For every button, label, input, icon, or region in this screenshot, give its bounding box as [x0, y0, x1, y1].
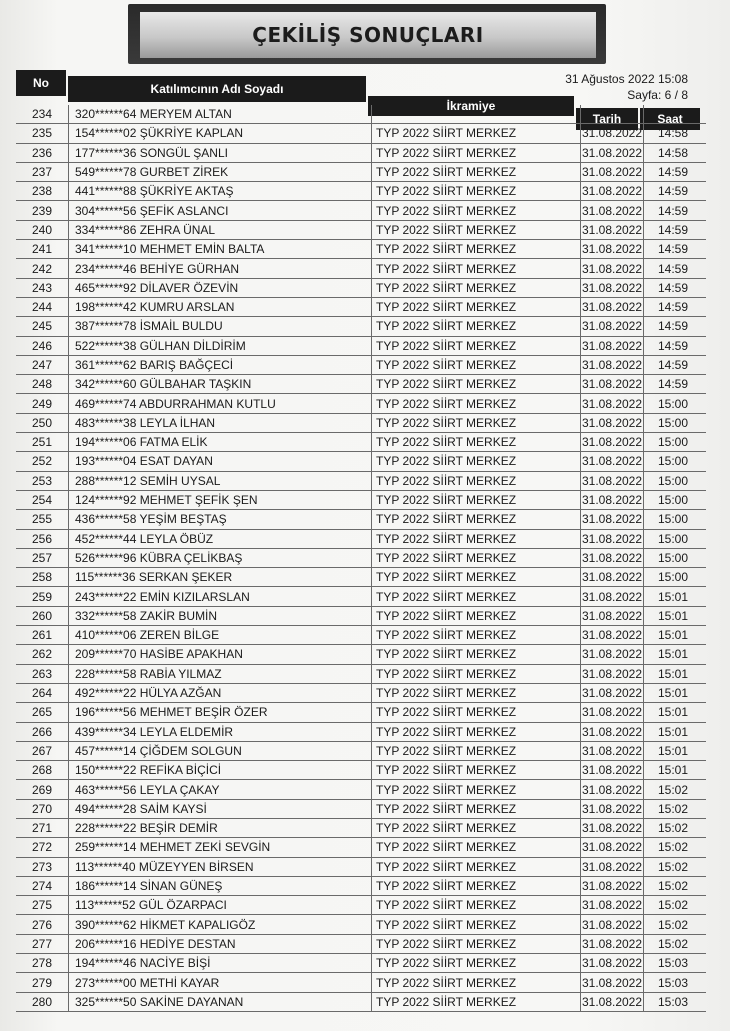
draw-date: 31.08.2022 [581, 626, 644, 644]
row-number: 275 [16, 896, 69, 914]
row-number: 276 [16, 915, 69, 933]
draw-date [581, 105, 644, 123]
table-row [16, 742, 706, 761]
draw-date: 31.08.2022 [581, 279, 644, 297]
draw-time: 15:00 [657, 550, 689, 565]
draw-date: 31.08.2022 [581, 742, 644, 760]
draw-date: 31.08.2022 [581, 394, 644, 412]
table-row [16, 723, 706, 742]
draw-date: 31.08.2022 [581, 723, 644, 741]
prize-name: TYP 2022 SİİRT MERKEZ [372, 665, 581, 683]
table-row [16, 858, 706, 877]
prize-name: TYP 2022 SİİRT MERKEZ [372, 935, 581, 953]
prize-name: TYP 2022 SİİRT MERKEZ [372, 780, 581, 798]
participant-name: 194******06 FATMA ELİK [69, 433, 372, 451]
draw-date: 31.08.2022 [581, 356, 644, 374]
participant-name: 526******96 KÜBRA ÇELİKBAŞ [69, 549, 372, 567]
participant-name: 177******36 SONGÜL ŞANLI [69, 144, 372, 162]
row-number: 266 [16, 723, 69, 741]
draw-date: 31.08.2022 [581, 414, 644, 432]
prize-name: TYP 2022 SİİRT MERKEZ [372, 221, 581, 239]
draw-date: 31.08.2022 [581, 472, 644, 490]
draw-time: 15:02 [657, 821, 689, 836]
draw-date: 31.08.2022 [581, 607, 644, 625]
draw-time: 15:01 [657, 705, 689, 720]
draw-time: 15:00 [657, 396, 689, 411]
row-number: 241 [16, 240, 69, 258]
prize-name: TYP 2022 SİİRT MERKEZ [372, 800, 581, 818]
participant-name: 387******78 İSMAİL BULDU [69, 317, 372, 335]
draw-date: 31.08.2022 [581, 433, 644, 451]
participant-name: 342******60 GÜLBAHAR TAŞKIN [69, 375, 372, 393]
draw-time: 15:01 [657, 743, 689, 758]
draw-date: 31.08.2022 [581, 240, 644, 258]
draw-time: 14:59 [657, 358, 689, 372]
table-row [16, 240, 706, 259]
participant-name: 198******42 KUMRU ARSLAN [69, 298, 372, 316]
prize-name: TYP 2022 SİİRT MERKEZ [372, 240, 581, 258]
prize-name: TYP 2022 SİİRT MERKEZ [372, 973, 581, 991]
table-row [16, 452, 706, 471]
participant-name: 228******58 RABİA YILMAZ [69, 665, 372, 683]
row-number: 255 [16, 510, 69, 528]
participant-name: 549******78 GURBET ZİREK [69, 163, 372, 181]
row-number: 267 [16, 742, 69, 760]
draw-date: 31.08.2022 [581, 858, 644, 876]
prize-name: TYP 2022 SİİRT MERKEZ [372, 530, 581, 548]
participant-name: 465******92 DİLAVER ÖZEVİN [69, 279, 372, 297]
row-number: 249 [16, 394, 69, 412]
draw-time: 15:02 [657, 879, 689, 894]
participant-name: 194******46 NACİYE BİŞİ [69, 954, 372, 972]
row-number: 256 [16, 530, 69, 548]
row-number: 260 [16, 607, 69, 625]
prize-name: TYP 2022 SİİRT MERKEZ [372, 298, 581, 316]
draw-time: 15:02 [657, 801, 689, 816]
participant-name: 209******70 HASİBE APAKHAN [69, 645, 372, 663]
participant-name: 113******52 GÜL ÖZARPACI [69, 896, 372, 914]
draw-time: 15:01 [657, 628, 689, 643]
participant-name: 341******10 MEHMET EMİN BALTA [69, 240, 372, 258]
participant-name: 193******04 ESAT DAYAN [69, 452, 372, 470]
row-number: 251 [16, 433, 69, 451]
table-row [16, 703, 706, 722]
row-number: 240 [16, 221, 69, 239]
row-number: 236 [16, 144, 69, 162]
draw-date: 31.08.2022 [581, 993, 644, 1011]
table-row [16, 935, 706, 954]
table-row [16, 665, 706, 684]
row-number: 257 [16, 549, 69, 567]
draw-date: 31.08.2022 [581, 337, 644, 355]
participant-name: 304******56 ŞEFİK ASLANCI [69, 201, 372, 219]
draw-date: 31.08.2022 [581, 124, 644, 142]
draw-date: 31.08.2022 [581, 530, 644, 548]
table-row [16, 394, 706, 413]
draw-date: 31.08.2022 [581, 317, 644, 335]
prize-name: TYP 2022 SİİRT MERKEZ [372, 144, 581, 162]
table-row [16, 472, 706, 491]
row-number: 242 [16, 259, 69, 277]
draw-time: 14:59 [657, 319, 689, 334]
row-number: 252 [16, 452, 69, 470]
prize-name: TYP 2022 SİİRT MERKEZ [372, 279, 581, 297]
draw-time: 14:59 [657, 261, 689, 276]
table-row [16, 201, 706, 220]
participant-name: 325******50 SAKİNE DAYANAN [69, 993, 372, 1011]
participant-name: 234******46 BEHİYE GÜRHAN [69, 259, 372, 277]
table-row [16, 549, 706, 568]
draw-time: 14:59 [657, 165, 689, 180]
draw-date: 31.08.2022 [581, 163, 644, 181]
participant-name: 320******64 MERYEM ALTAN [69, 105, 372, 123]
title-plate [140, 12, 596, 58]
draw-date: 31.08.2022 [581, 761, 644, 779]
table-row [16, 105, 706, 124]
table-row [16, 568, 706, 587]
row-number: 259 [16, 587, 69, 605]
row-number: 258 [16, 568, 69, 586]
draw-date: 31.08.2022 [581, 549, 644, 567]
prize-name: TYP 2022 SİİRT MERKEZ [372, 124, 581, 142]
draw-date: 31.08.2022 [581, 915, 644, 933]
table-row [16, 607, 706, 626]
prize-name: TYP 2022 SİİRT MERKEZ [372, 838, 581, 856]
prize-name: TYP 2022 SİİRT MERKEZ [372, 684, 581, 702]
table-row [16, 954, 706, 973]
row-number: 262 [16, 645, 69, 663]
participant-name: 441******88 ŞÜKRİYE AKTAŞ [69, 182, 372, 200]
participant-name: 243******22 EMİN KIZILARSLAN [69, 587, 372, 605]
print-date-time: 31 Ağustos 2022 15:08 [565, 72, 688, 86]
table-row [16, 915, 706, 934]
participant-name: 115******36 SERKAN ŞEKER [69, 568, 372, 586]
column-header-name: Katılımcının Adı Soyadı [68, 76, 366, 102]
participant-name: 492******22 HÜLYA AZĞAN [69, 684, 372, 702]
row-number: 272 [16, 838, 69, 856]
draw-date: 31.08.2022 [581, 144, 644, 162]
draw-time: 14:59 [657, 242, 689, 257]
table-row [16, 761, 706, 780]
row-number: 245 [16, 317, 69, 335]
draw-date: 31.08.2022 [581, 298, 644, 316]
prize-name: TYP 2022 SİİRT MERKEZ [372, 452, 581, 470]
table-row [16, 414, 706, 433]
draw-time: 15:01 [657, 589, 689, 604]
participant-name: 361******62 BARIŞ BAĞÇECİ [69, 356, 372, 374]
column-header-time: Saat [640, 108, 700, 130]
table-row [16, 356, 706, 375]
participant-name: 259******14 MEHMET ZEKİ SEVGİN [69, 838, 372, 856]
row-number: 248 [16, 375, 69, 393]
table-row [16, 684, 706, 703]
row-number: 268 [16, 761, 69, 779]
participant-name: 150******22 REFİKA BİÇİCİ [69, 761, 372, 779]
participant-name: 452******44 LEYLA ÖBÜZ [69, 530, 372, 548]
prize-name: TYP 2022 SİİRT MERKEZ [372, 472, 581, 490]
column-header-prize: İkramiye [368, 96, 574, 116]
draw-time: 14:58 [657, 126, 689, 141]
column-header-no: No [16, 70, 66, 96]
draw-date: 31.08.2022 [581, 587, 644, 605]
draw-date: 31.08.2022 [581, 684, 644, 702]
draw-time: 15:00 [657, 493, 689, 508]
table-row [16, 973, 706, 992]
prize-name: TYP 2022 SİİRT MERKEZ [372, 626, 581, 644]
prize-name: TYP 2022 SİİRT MERKEZ [372, 568, 581, 586]
prize-name: TYP 2022 SİİRT MERKEZ [372, 259, 581, 277]
table-row [16, 626, 706, 645]
row-number: 270 [16, 800, 69, 818]
prize-name: TYP 2022 SİİRT MERKEZ [372, 356, 581, 374]
draw-time: 15:00 [657, 570, 689, 585]
draw-time: 15:02 [657, 917, 689, 932]
prize-name: TYP 2022 SİİRT MERKEZ [372, 394, 581, 412]
participant-name: 186******14 SİNAN GÜNEŞ [69, 877, 372, 895]
table-row [16, 491, 706, 510]
table-row [16, 530, 706, 549]
participant-name: 332******58 ZAKİR BUMİN [69, 607, 372, 625]
draw-time: 14:59 [657, 203, 689, 218]
results-table [16, 105, 706, 1012]
row-number: 263 [16, 665, 69, 683]
row-number: 246 [16, 337, 69, 355]
row-number: 253 [16, 472, 69, 490]
page-title: ÇEKİLİŞ SONUÇLARI [252, 23, 484, 47]
prize-name: TYP 2022 SİİRT MERKEZ [372, 317, 581, 335]
table-row [16, 510, 706, 529]
draw-time: 15:02 [657, 859, 689, 874]
participant-name: 522******38 GÜLHAN DİLDİRİM [69, 337, 372, 355]
table-row [16, 337, 706, 356]
row-number: 237 [16, 163, 69, 181]
draw-date: 31.08.2022 [581, 375, 644, 393]
row-number: 250 [16, 414, 69, 432]
table-row [16, 124, 706, 143]
table-row [16, 800, 706, 819]
draw-time: 15:02 [657, 936, 689, 951]
table-row [16, 433, 706, 452]
table-row [16, 587, 706, 606]
draw-time: 15:01 [657, 666, 689, 681]
row-number: 264 [16, 684, 69, 702]
draw-date: 31.08.2022 [581, 800, 644, 818]
draw-date: 31.08.2022 [581, 645, 644, 663]
participant-name: 288******12 SEMİH UYSAL [69, 472, 372, 490]
prize-name: TYP 2022 SİİRT MERKEZ [372, 607, 581, 625]
draw-date: 31.08.2022 [581, 221, 644, 239]
row-number: 254 [16, 491, 69, 509]
draw-time: 15:02 [657, 840, 689, 855]
prize-name [372, 105, 581, 123]
draw-time: 14:58 [657, 145, 689, 160]
prize-name: TYP 2022 SİİRT MERKEZ [372, 337, 581, 355]
participant-name: 469******74 ABDURRAHMAN KUTLU [69, 394, 372, 412]
participant-name: 439******34 LEYLA ELDEMİR [69, 723, 372, 741]
prize-name: TYP 2022 SİİRT MERKEZ [372, 491, 581, 509]
table-row [16, 838, 706, 857]
table-row [16, 780, 706, 799]
row-number: 274 [16, 877, 69, 895]
participant-name: 390******62 HİKMET KAPALIGÖZ [69, 915, 372, 933]
prize-name: TYP 2022 SİİRT MERKEZ [372, 645, 581, 663]
draw-time: 15:02 [657, 782, 689, 797]
participant-name: 463******56 LEYLA ÇAKAY [69, 780, 372, 798]
table-row [16, 221, 706, 240]
participant-name: 113******40 MÜZEYYEN BİRSEN [69, 858, 372, 876]
draw-time: 15:01 [657, 647, 689, 662]
row-number: 265 [16, 703, 69, 721]
page-number: Sayfa: 6 / 8 [627, 88, 688, 102]
draw-date: 31.08.2022 [581, 665, 644, 683]
draw-date: 31.08.2022 [581, 568, 644, 586]
participant-name: 494******28 SAİM KAYSİ [69, 800, 372, 818]
prize-name: TYP 2022 SİİRT MERKEZ [372, 915, 581, 933]
participant-name: 206******16 HEDİYE DESTAN [69, 935, 372, 953]
participant-name: 334******86 ZEHRA ÜNAL [69, 221, 372, 239]
table-row [16, 279, 706, 298]
participant-name: 228******22 BEŞİR DEMİR [69, 819, 372, 837]
prize-name: TYP 2022 SİİRT MERKEZ [372, 549, 581, 567]
participant-name: 436******58 YEŞİM BEŞTAŞ [69, 510, 372, 528]
table-row [16, 144, 706, 163]
draw-time: 15:03 [657, 956, 689, 971]
draw-date: 31.08.2022 [581, 780, 644, 798]
prize-name: TYP 2022 SİİRT MERKEZ [372, 993, 581, 1011]
draw-time: 15:00 [657, 531, 689, 546]
table-row [16, 163, 706, 182]
table-row [16, 182, 706, 201]
draw-time: 15:00 [657, 473, 689, 488]
prize-name: TYP 2022 SİİRT MERKEZ [372, 858, 581, 876]
prize-name: TYP 2022 SİİRT MERKEZ [372, 201, 581, 219]
prize-name: TYP 2022 SİİRT MERKEZ [372, 433, 581, 451]
row-number: 243 [16, 279, 69, 297]
row-number: 239 [16, 201, 69, 219]
prize-name: TYP 2022 SİİRT MERKEZ [372, 896, 581, 914]
draw-date: 31.08.2022 [581, 838, 644, 856]
draw-time: 15:03 [657, 994, 689, 1009]
draw-time: 14:59 [657, 300, 689, 315]
row-number: 244 [16, 298, 69, 316]
participant-name: 457******14 ÇİĞDEM SOLGUN [69, 742, 372, 760]
row-number: 261 [16, 626, 69, 644]
row-number: 280 [16, 993, 69, 1011]
draw-time: 14:59 [657, 184, 689, 199]
draw-date: 31.08.2022 [581, 510, 644, 528]
draw-time: 15:00 [657, 415, 689, 430]
draw-time: 14:59 [657, 280, 689, 295]
draw-date: 31.08.2022 [581, 182, 644, 200]
table-row [16, 259, 706, 278]
prize-name: TYP 2022 SİİRT MERKEZ [372, 723, 581, 741]
draw-date: 31.08.2022 [581, 954, 644, 972]
draw-date: 31.08.2022 [581, 452, 644, 470]
row-number: 278 [16, 954, 69, 972]
prize-name: TYP 2022 SİİRT MERKEZ [372, 510, 581, 528]
draw-date: 31.08.2022 [581, 703, 644, 721]
table-row [16, 298, 706, 317]
draw-date: 31.08.2022 [581, 819, 644, 837]
prize-name: TYP 2022 SİİRT MERKEZ [372, 587, 581, 605]
row-number: 271 [16, 819, 69, 837]
table-row [16, 317, 706, 336]
prize-name: TYP 2022 SİİRT MERKEZ [372, 182, 581, 200]
draw-date: 31.08.2022 [581, 491, 644, 509]
draw-date: 31.08.2022 [581, 896, 644, 914]
row-number: 234 [16, 105, 69, 123]
draw-time: 14:59 [657, 222, 689, 237]
draw-time: 15:01 [657, 724, 689, 739]
draw-date: 31.08.2022 [581, 935, 644, 953]
draw-time: 15:01 [657, 608, 689, 623]
participant-name: 154******02 ŞÜKRİYE KAPLAN [69, 124, 372, 142]
prize-name: TYP 2022 SİİRT MERKEZ [372, 877, 581, 895]
table-row [16, 896, 706, 915]
table-row [16, 877, 706, 896]
column-header-date: Tarih [576, 108, 638, 130]
draw-time: 15:03 [657, 975, 689, 990]
prize-name: TYP 2022 SİİRT MERKEZ [372, 703, 581, 721]
row-number: 238 [16, 182, 69, 200]
draw-date: 31.08.2022 [581, 877, 644, 895]
prize-name: TYP 2022 SİİRT MERKEZ [372, 375, 581, 393]
table-row [16, 993, 706, 1012]
draw-time: 15:01 [657, 686, 689, 701]
table-row [16, 819, 706, 838]
draw-time [644, 105, 702, 123]
draw-date: 31.08.2022 [581, 973, 644, 991]
draw-time: 14:59 [657, 377, 689, 392]
prize-name: TYP 2022 SİİRT MERKEZ [372, 742, 581, 760]
draw-time: 15:00 [657, 435, 689, 450]
draw-time: 14:59 [657, 338, 689, 353]
row-number: 279 [16, 973, 69, 991]
row-number: 269 [16, 780, 69, 798]
prize-name: TYP 2022 SİİRT MERKEZ [372, 761, 581, 779]
draw-date: 31.08.2022 [581, 201, 644, 219]
participant-name: 273******00 METHİ KAYAR [69, 973, 372, 991]
draw-time: 15:02 [657, 898, 689, 913]
table-row [16, 645, 706, 664]
prize-name: TYP 2022 SİİRT MERKEZ [372, 414, 581, 432]
draw-date: 31.08.2022 [581, 259, 644, 277]
row-number: 273 [16, 858, 69, 876]
draw-time: 15:00 [657, 512, 689, 527]
row-number: 247 [16, 356, 69, 374]
draw-time: 15:00 [657, 454, 689, 469]
participant-name: 483******38 LEYLA İLHAN [69, 414, 372, 432]
prize-name: TYP 2022 SİİRT MERKEZ [372, 163, 581, 181]
participant-name: 196******56 MEHMET BEŞİR ÖZER [69, 703, 372, 721]
participant-name: 124******92 MEHMET ŞEFİK ŞEN [69, 491, 372, 509]
draw-time: 15:01 [657, 763, 689, 778]
table-row [16, 375, 706, 394]
prize-name: TYP 2022 SİİRT MERKEZ [372, 819, 581, 837]
participant-name: 410******06 ZEREN BİLGE [69, 626, 372, 644]
row-number: 235 [16, 124, 69, 142]
prize-name: TYP 2022 SİİRT MERKEZ [372, 954, 581, 972]
row-number: 277 [16, 935, 69, 953]
